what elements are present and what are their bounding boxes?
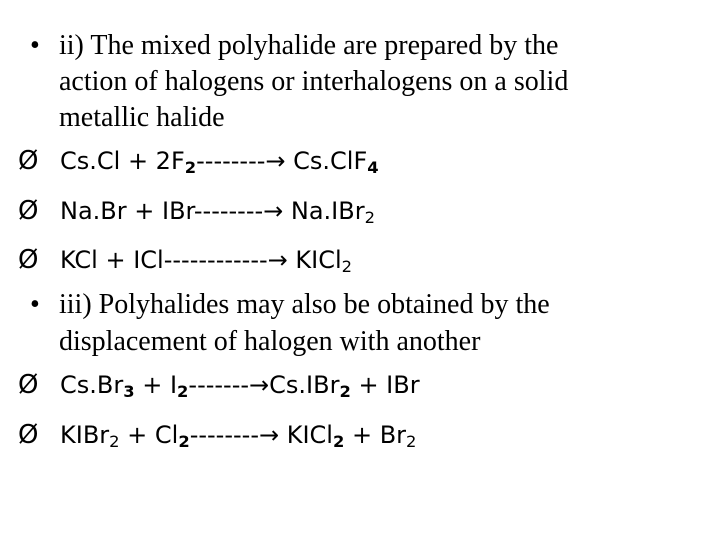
arrow-icon: → [267,246,288,274]
bullet-marker: • [30,30,40,61]
arrow-icon: → [265,147,286,175]
arrowhead-bullet-icon: Ø [18,370,39,400]
arrowhead-bullet-icon: Ø [18,245,39,275]
arrow-icon: → [249,371,270,399]
bullet-text-line: action of halogens or interhalogens on a solid [59,66,569,97]
bullet-text-line: ii) The mixed polyhalide are prepared by the [59,30,559,61]
reaction-equation: KIBr$_2$ + $Cl_2--------\to$ KICl$_2$ + $Br_2$ [60,421,417,452]
arrowhead-bullet-icon: Ø [18,420,39,450]
arrowhead-bullet-icon: Ø [18,196,39,226]
bullet-text-line: iii) Polyhalides may also be obtained by the [59,289,550,320]
reaction-equation: $Cs.Br_3 + I_2-------\to Cs.IBr_2$ + IBr [60,371,420,402]
bullet-text-line: displacement of halogen with another [59,326,481,357]
reaction-equation: $Cs.Cl + 2F_2--------\to Cs.ClF_4$ [60,147,379,178]
reaction-equation: Na.Br + IBr--------→ Na.IBr$_2$ [60,197,375,228]
reaction-equation: KCl + ICl------------→ KICl$_2$ [60,246,353,277]
bullet-marker: • [30,289,40,320]
arrow-icon: → [258,421,280,449]
bullet-text-line: metallic halide [59,102,225,133]
arrow-icon: → [263,197,284,225]
arrowhead-bullet-icon: Ø [18,146,39,176]
